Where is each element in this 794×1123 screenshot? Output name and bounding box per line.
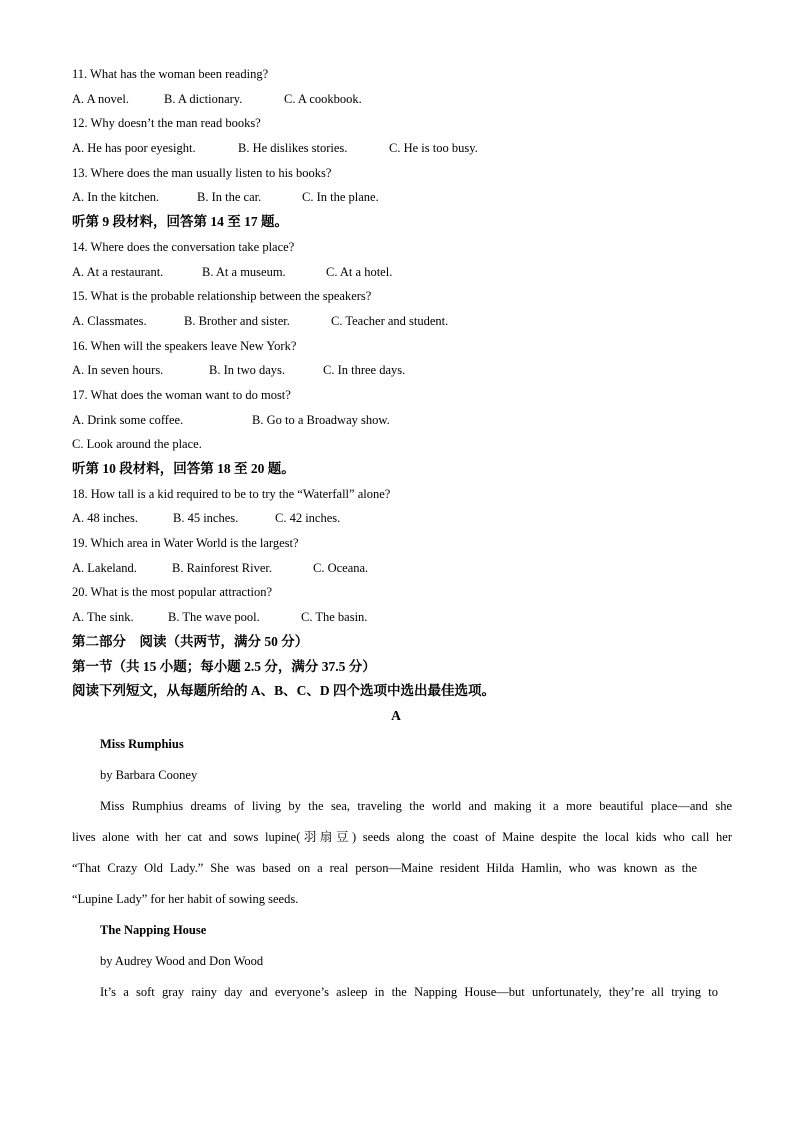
- question-13: 13. Where does the man usually listen to his books?: [72, 165, 332, 180]
- option-b: B. A dictionary.: [164, 91, 243, 106]
- section-heading-9: 听第 9 段材料，回答第 14 至 17 题。: [72, 214, 288, 230]
- option-b: B. At a museum.: [202, 264, 286, 279]
- option-c: C. In the plane.: [302, 190, 379, 205]
- book-title: Miss Rumphius: [100, 736, 184, 751]
- option-a: A. Drink some coffee.: [72, 412, 184, 427]
- option-a: A. At a restaurant.: [72, 264, 164, 279]
- option-a: A. In seven hours.: [72, 363, 164, 378]
- option-b: B. Brother and sister.: [184, 313, 290, 328]
- question-20: 20. What is the most popular attraction?: [72, 585, 273, 600]
- paragraph-line: It’s a soft gray rainy day and everyone’s asleep in the Napping House—but unfortunately, they’re all trying to: [100, 984, 718, 999]
- option-a: A. He has poor eyesight.: [72, 141, 196, 156]
- book-title: The Napping House: [100, 922, 207, 937]
- option-a: A. Classmates.: [72, 313, 147, 328]
- exam-page: [72, 62, 732, 1008]
- paragraph-line: “Lupine Lady” for her habit of sowing seeds.: [72, 891, 299, 906]
- options-18: [72, 506, 732, 531]
- question-17: 17. What does the woman want to do most?: [72, 387, 291, 402]
- paragraph-line: Miss Rumphius dreams of living by the sea, traveling the world and making it a more beautiful place—and she: [100, 798, 732, 813]
- option-c: C. In three days.: [323, 363, 406, 378]
- option-b: B. The wave pool.: [168, 610, 260, 625]
- question-18: 18. How tall is a kid required to be to try the “Waterfall” alone?: [72, 486, 391, 501]
- question-15: 15. What is the probable relationship between the speakers?: [72, 289, 372, 304]
- options-16: [72, 358, 732, 383]
- option-a: A. A novel.: [72, 91, 129, 106]
- option-c: C. A cookbook.: [284, 91, 362, 106]
- reading-instructions: 阅读下列短文，从每题所给的 A、B、C、D 四个选项中选出最佳选项。: [72, 683, 496, 699]
- option-a: A. 48 inches.: [72, 511, 138, 526]
- section-one-heading: 第一节（共 15 小题；每小题 2.5 分，满分 37.5 分）: [72, 658, 376, 674]
- options-19: [72, 556, 732, 581]
- options-12: [72, 136, 732, 161]
- part-two-heading: 第二部分 阅读（共两节，满分 50 分）: [72, 633, 309, 649]
- option-c: C. The basin.: [301, 610, 368, 625]
- option-a: A. The sink.: [72, 610, 134, 625]
- paragraph-line: “That Crazy Old Lady.” She was based on a real person—Maine resident Hilda Hamlin, who was known as the: [72, 860, 697, 875]
- option-b: B. He dislikes stories.: [238, 141, 348, 156]
- question-14: 14. Where does the conversation take place?: [72, 239, 295, 254]
- passage-letter: A: [391, 707, 401, 723]
- book-author: by Barbara Cooney: [100, 767, 198, 782]
- option-b: B. In the car.: [197, 190, 262, 205]
- options-13: [72, 185, 732, 210]
- section-heading-10: 听第 10 段材料，回答第 18 至 20 题。: [72, 461, 295, 476]
- options-20: [72, 605, 732, 630]
- option-c: C. Teacher and student.: [331, 313, 449, 328]
- option-b: B. Go to a Broadway show.: [252, 412, 390, 427]
- option-c: C. He is too busy.: [389, 141, 478, 156]
- options-15: [72, 309, 732, 334]
- options-17: [72, 408, 732, 433]
- option-a: A. Lakeland.: [72, 560, 137, 575]
- option-c: C. 42 inches.: [275, 511, 341, 526]
- options-14: [72, 260, 732, 285]
- option-c-17: C. Look around the place.: [72, 437, 202, 452]
- option-a: A. In the kitchen.: [72, 190, 160, 205]
- question-11: 11. What has the woman been reading?: [72, 67, 269, 81]
- options-11: [72, 87, 732, 112]
- option-c: C. Oceana.: [313, 560, 369, 575]
- option-c: C. At a hotel.: [326, 264, 393, 279]
- paragraph-line: lives alone with her cat and sows lupine(羽扇豆) seeds along the coast of Maine despite the local kids who call her: [72, 829, 732, 844]
- option-b: B. In two days.: [209, 363, 286, 378]
- option-b: B. 45 inches.: [173, 511, 239, 526]
- question-19: 19. Which area in Water World is the largest?: [72, 536, 299, 551]
- book-author: by Audrey Wood and Don Wood: [100, 953, 264, 968]
- option-b: B. Rainforest River.: [172, 560, 272, 575]
- question-16: 16. When will the speakers leave New York?: [72, 338, 297, 353]
- question-12: 12. Why doesn’t the man read books?: [72, 116, 261, 131]
